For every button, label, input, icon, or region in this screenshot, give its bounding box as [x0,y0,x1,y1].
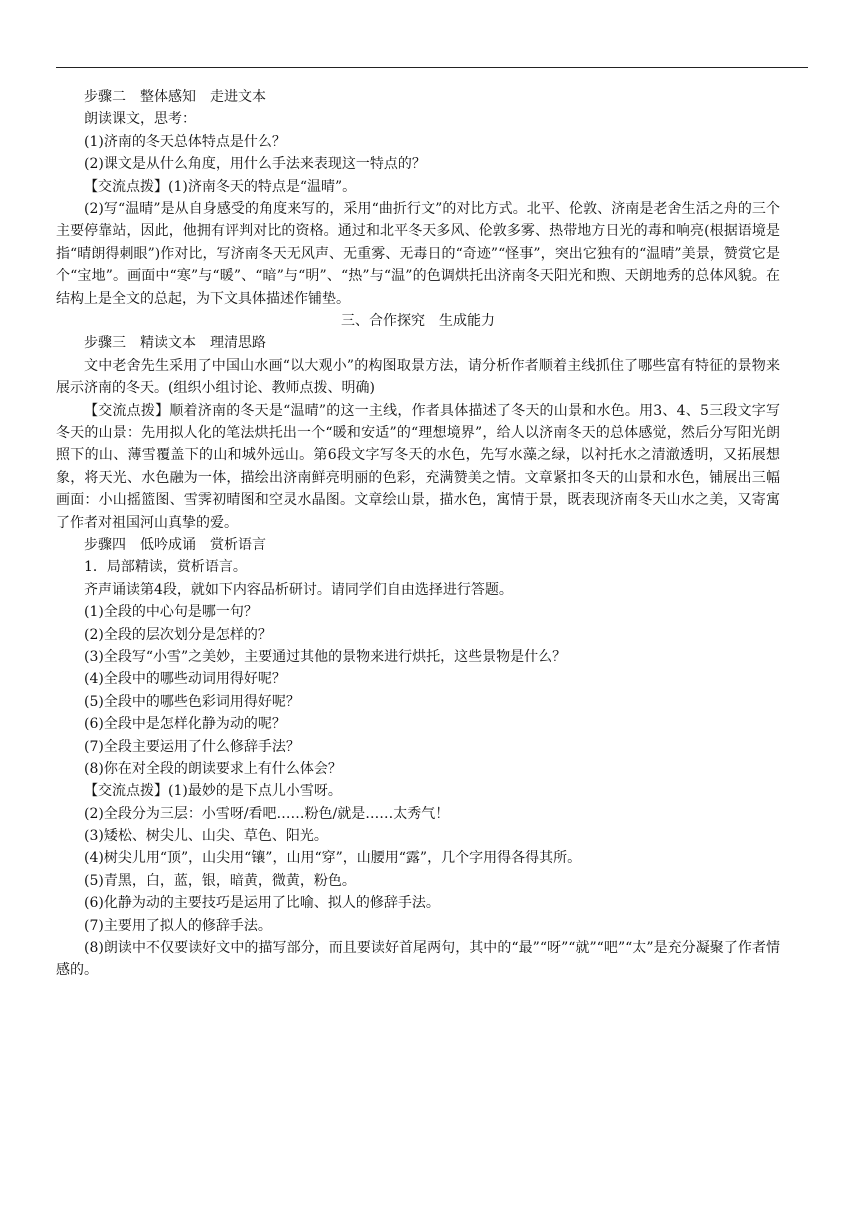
sub-heading-1: 1．局部精读，赏析语言。 [84,559,247,576]
answer-1: 【交流点拨】(1)济南冬天的特点是“温晴”。 [84,178,357,195]
step3-prompt-paragraph: 文中老舍先生采用了中国山水画“以大观小”的构图取景方法，请分析作者顺着主线抓住了哪些富有特征的景物来展示济南的冬天。(组织小组讨论、教师点拨、明确) [56,357,780,397]
list-item: (4)全段中的哪些动词用得好呢？ [84,671,286,688]
list-item: 【交流点拨】(1)最妙的是下点儿小雪呀。 [84,783,342,800]
section-3-heading: 三、合作探究 生成能力 [341,312,495,329]
header-rule [56,67,808,68]
list-item: (5)全段中的哪些色彩词用得好呢？ [84,693,300,710]
list-item: (2)全段的层次划分是怎样的？ [84,626,272,643]
list-item: (3)矮松、树尖儿、山尖、草色、阳光。 [84,828,328,845]
list-item: (6)全段中是怎样化静为动的呢？ [84,716,286,733]
list-item: (1)全段的中心句是哪一句？ [84,604,258,621]
answer-2-paragraph: (2)写“温晴”是从自身感受的角度来写的，采用“曲折行文”的对比方式。北平、伦敦、济南是老舍生活之舟的三个主要停靠站，因此，他拥有评判对比的资格。通过和北平冬天多风、伦敦多雾、热带地方日光的毒和响亮(根据语境是指“晴朗得刺眼”)作对比，写济南冬天无风声、无重雾、无毒日的“奇迹”“怪事”，突出它独有的“温晴”美景，赞赏它是个“宝地”。画面中“寒”与“暖”、“暗”与“明”、“热”与“温”的色调烘托出济南冬天阳光和煦、天朗地秀的总体风貌。在结构上是全文的总起，为下文具体描述作铺垫。 [56,200,780,307]
list-item: (8)你在对全段的朗读要求上有什么体会？ [84,760,342,777]
read-instruction: 朗读课文，思考： [84,111,196,128]
list-item: (5)青黑，白，蓝，银，暗黄，微黄，粉色。 [84,872,356,889]
list-item: (7)全段主要运用了什么修辞手法？ [84,738,300,755]
list-item: (7)主要用了拟人的修辞手法。 [84,917,272,934]
step4-heading: 步骤四 低吟成诵 赏析语言 [84,537,266,554]
document-body [56,86,808,982]
step3-answer-paragraph: 【交流点拨】顺着济南的冬天是“温晴”的这一主线，作者具体描述了冬天的山景和水色。用3、4、5三段文字写冬天的山景：先用拟人化的笔法烘托出一个“暖和安适”的“理想境界”，给人以济南冬天的总体感觉，然后分写阳光朗照下的山、薄雪覆盖下的山和城外远山。第6段文字写冬天的水色，先写水藻之绿，以衬托水之清澈透明，又拓展想象，将天光、水色融为一体，描绘出济南鲜亮明丽的色彩，充满赞美之情。文章紧扣冬天的山景和水色，铺展出三幅画面：小山摇篮图、雪霁初晴图和空灵水晶图。文章绘山景，描水色，寓情于景，既表现济南冬天山水之美，又寄寓了作者对祖国河山真挚的爱。 [56,402,780,531]
step3-heading: 步骤三 精读文本 理清思路 [84,335,266,352]
question-2: (2)课文是从什么角度，用什么手法来表现这一特点的？ [84,156,426,173]
question-1: (1)济南的冬天总体特点是什么？ [84,133,286,150]
sub-heading-1-instruction: 齐声诵读第4段，就如下内容品析研讨。请同学们自由选择进行答题。 [84,581,513,598]
step2-heading: 步骤二 整体感知 走进文本 [84,89,266,105]
list-item: (2)全段分为三层：小雪呀/看吧……粉色/就是……太秀气！ [84,805,450,822]
list-item: (4)树尖儿用“顶”，山尖用“镶”，山用“穿”，山腰用“露”，几个字用得各得其所。 [84,850,582,867]
list-item: (3)全段写“小雪”之美妙，主要通过其他的景物来进行烘托，这些景物是什么？ [84,648,567,665]
answer-8-paragraph: (8)朗读中不仅要读好文中的描写部分，而且要读好首尾两句，其中的“最”“呀”“就”“吧”“太”是充分凝聚了作者情感的。 [56,940,780,979]
list-item: (6)化静为动的主要技巧是运用了比喻、拟人的修辞手法。 [84,895,440,912]
